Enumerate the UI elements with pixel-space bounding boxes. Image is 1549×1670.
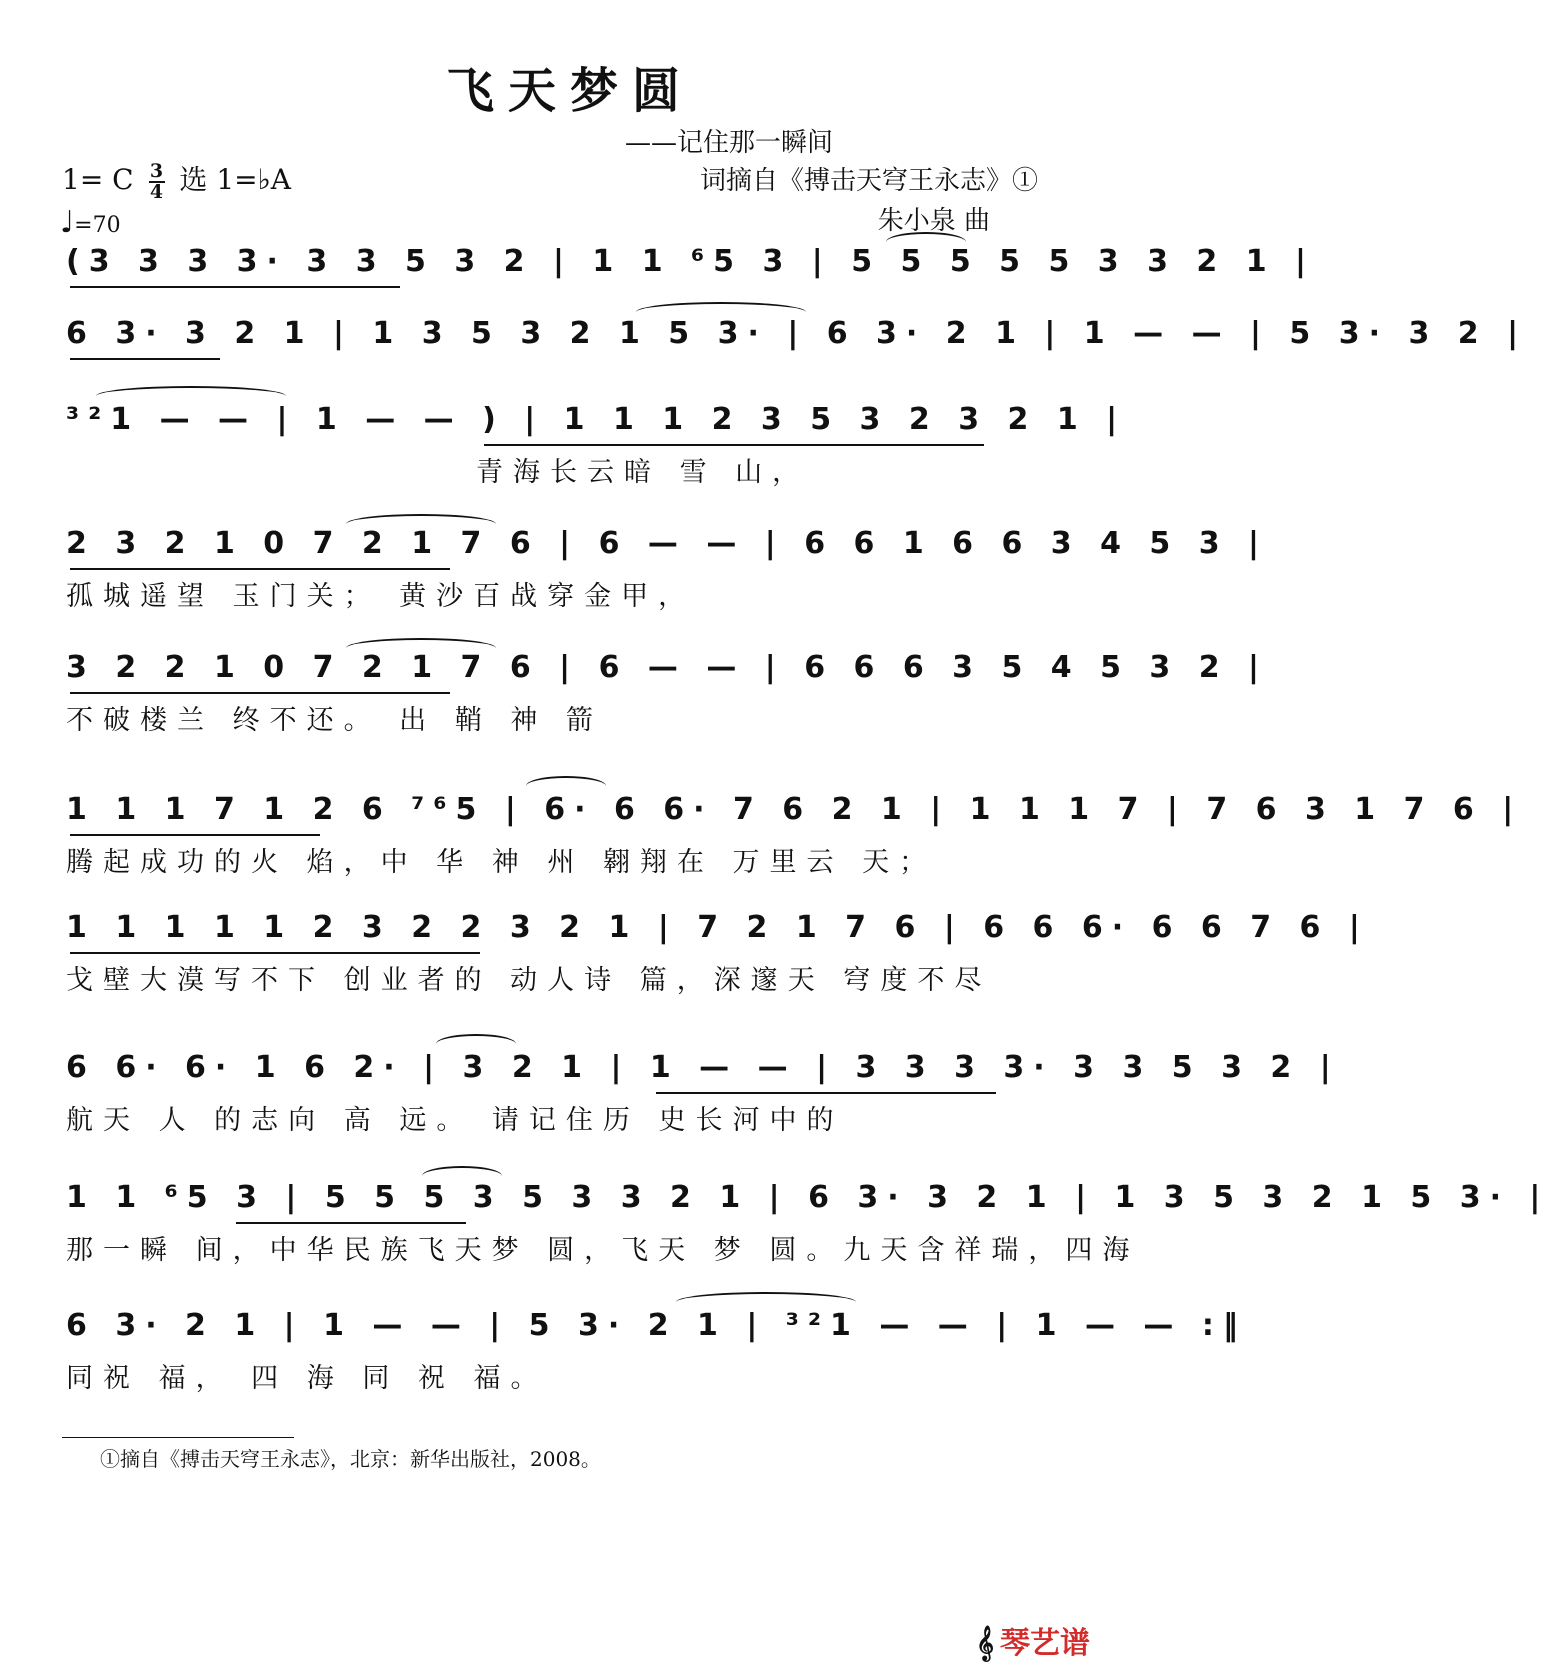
notation-line: 2 3 2 1 0 7 2 1 7 6 | 6 — — | 6 6 1 6 6 3 4 5 3 | bbox=[66, 526, 1269, 561]
beam-line bbox=[70, 692, 450, 694]
lyric-line: 戈壁大漠写不下 创业者的 动人诗 篇，深邃天 穹度不尽 bbox=[66, 965, 992, 996]
lyric-line: 青海长云暗 雪 山， bbox=[476, 457, 810, 488]
beam-line bbox=[236, 1222, 466, 1224]
slur-arc bbox=[636, 302, 806, 322]
notation-line: 1 1 ⁶5 3 | 5 5 5 3 5 3 3 2 1 | 6 3· 3 2 1 | 1 3 5 3 2 1 5 3· | bbox=[66, 1180, 1549, 1215]
slur-arc bbox=[436, 1034, 516, 1054]
lyric-line: 不破楼兰 终不还。 出 鞘 神 箭 bbox=[66, 705, 603, 736]
notation-line: (3 3 3 3· 3 3 5 3 2 | 1 1 ⁶5 3 | 5 5 5 5 5 3 3 2 1 | bbox=[66, 244, 1316, 279]
song-title: 飞天梦圆 bbox=[445, 63, 694, 119]
beam-line bbox=[70, 952, 480, 954]
notation-line: ³²1 — — | 1 — — ) | 1 1 1 2 3 5 3 2 3 2 1 | bbox=[66, 402, 1127, 437]
slur-arc bbox=[676, 1292, 856, 1312]
notation-line: 6 6· 6· 1 6 2· | 3 2 1 | 1 — — | 3 3 3 3· 3 3 5 3 2 | bbox=[66, 1050, 1340, 1085]
notation-line: 1 1 1 7 1 2 6 ⁷⁶5 | 6· 6 6· 7 6 2 1 | 1 1 1 7 | 7 6 3 1 7 6 | bbox=[66, 792, 1523, 827]
lyric-line: 那一瞬 间，中华民族飞天梦 圆，飞天 梦 圆。九天含祥瑞，四海 bbox=[66, 1235, 1140, 1266]
lyric-line: 航天 人 的志向 高 远。 请记住历 史长河中的 bbox=[66, 1105, 844, 1136]
beam-line bbox=[656, 1092, 996, 1094]
time-denominator: 4 bbox=[149, 180, 164, 203]
beam-line bbox=[70, 834, 320, 836]
footnote: ①摘自《搏击天穹王永志》，北京：新华出版社，2008。 bbox=[100, 1447, 601, 1471]
slur-arc bbox=[422, 1166, 502, 1186]
notation-line: 6 3· 3 2 1 | 1 3 5 3 2 1 5 3· | 6 3· 2 1 | 1 — — | 5 3· 3 2 | bbox=[66, 316, 1528, 351]
slur-arc bbox=[346, 514, 496, 534]
tempo-marking bbox=[60, 205, 121, 240]
lyricist-credit: 词摘自《搏击天穹王永志》① bbox=[700, 166, 1039, 196]
quarter-note-icon: ♩ bbox=[60, 205, 75, 240]
beam-line bbox=[70, 358, 220, 360]
lyric-line: 腾起成功的火 焰，中 华 神 州 翱翔在 万里云 天； bbox=[66, 847, 937, 878]
song-subtitle: ——记住那一瞬间 bbox=[625, 128, 834, 158]
composer-credit: 朱小泉 曲 bbox=[877, 206, 990, 236]
beam-line bbox=[484, 444, 984, 446]
music-note-icon: 𝄞 bbox=[976, 1626, 994, 1661]
beam-line bbox=[70, 286, 400, 288]
notation-line: 3 2 2 1 0 7 2 1 7 6 | 6 — — | 6 6 6 3 5 4 5 3 2 | bbox=[66, 650, 1269, 685]
notation-line: 1 1 1 1 1 2 3 2 2 3 2 1 | 7 2 1 7 6 | 6 6 6· 6 6 7 6 | bbox=[66, 910, 1369, 945]
slur-arc bbox=[526, 776, 606, 796]
lyric-line: 孤城遥望 玉门关； 黄沙百战穿金甲， bbox=[66, 581, 696, 612]
time-numerator: 3 bbox=[149, 159, 164, 182]
alt-key: 选 1=♭A bbox=[179, 163, 292, 196]
slur-arc bbox=[346, 638, 496, 658]
beam-line bbox=[70, 568, 450, 570]
lyric-line: 同祝 福， 四 海 同 祝 福。 bbox=[66, 1363, 548, 1394]
slur-arc bbox=[886, 232, 966, 252]
footnote-divider bbox=[62, 1437, 294, 1438]
watermark-logo bbox=[976, 1618, 1090, 1662]
tempo-value: =70 bbox=[74, 213, 121, 238]
slur-arc bbox=[96, 386, 286, 406]
key-signature bbox=[62, 158, 291, 202]
time-signature bbox=[149, 159, 165, 203]
key-prefix: 1= C bbox=[62, 163, 134, 196]
watermark-text: 琴艺谱 bbox=[1000, 1626, 1090, 1661]
notation-line: 6 3· 2 1 | 1 — — | 5 3· 2 1 | ³²1 — — | 1 — — :‖ bbox=[66, 1308, 1247, 1343]
